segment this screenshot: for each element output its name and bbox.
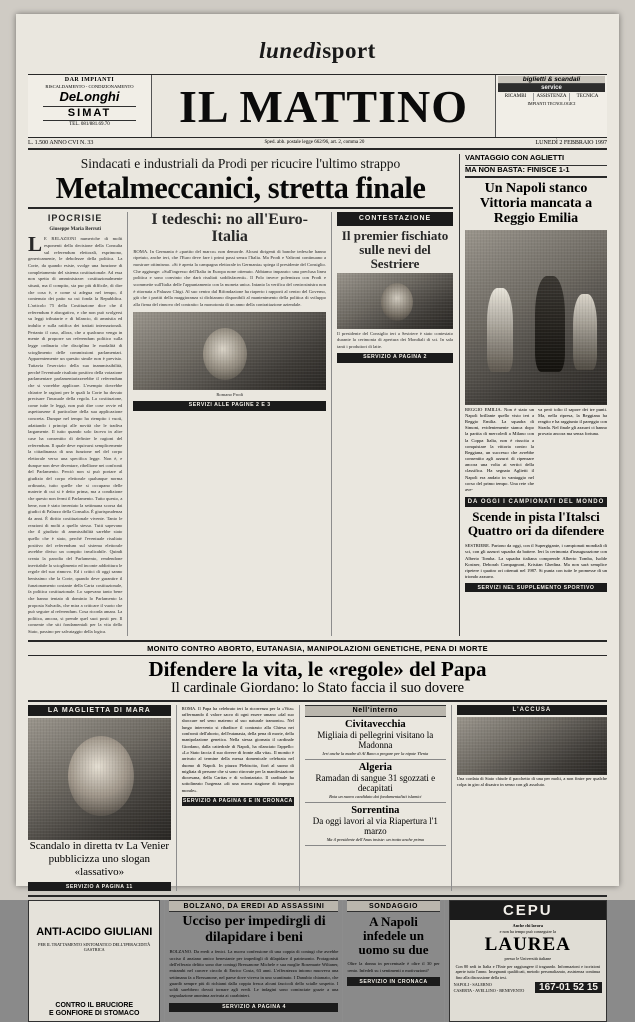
inner-service: Boia un nuovo candidato dai fondamentalisti islamici <box>329 793 422 799</box>
contestazione-label: CONTESTAZIONE <box>337 212 453 226</box>
kicker-lunedi-sport <box>16 14 619 64</box>
cepu-line2: e non ha tempo può conseguire la <box>499 928 556 934</box>
tedeschi-text: ROMA. In Germania è «partito del marco» non demorde. Alcuni dirigenti di banche tedesche hanno ripetuto, anche ieri, che l'Euro deve fare i primi passi senza l'Italia. Ma Prodi e Valtroni continuano a mostrare ottimismo. «Si è aperta la campagna elettorale in Germania» spiega il presidente del Consiglio. Che aggiunge: «Sull'ingresso dell'Italia in Europa none ottenuto. Abbiamo imparato: una preclusa linea politica e sono convinto che darà risultati soddisfacenti». Il Polo invece polemizza con Prodi e scommette sull'Italia delle l'appuntamento con la moneta unica. Intanto la verifica del centrosinistra non è ritornata a Palazzo Chigi. Al suo centro dal Rifondazione ha riaperto i rapporti al centro del Governo, già che i partiti della maggioranza si dichiarano disponibili al mantenimento della politica di sviluppo alla firma del rinnovo del contratto: la monotonia di un anno della contrattazione aziendale. <box>133 248 327 307</box>
italsci-service-line[interactable]: SERVIZI NEL SUPPLEMENTO SPORTIVO <box>465 583 607 592</box>
bottom-strip <box>28 895 607 1022</box>
column-byline: Giuseppe Maria Berruti <box>49 227 102 233</box>
mara-title[interactable]: Scandalo in diretta tv La Venier pubblicizza uno slogan «lassativo» <box>29 839 170 879</box>
sondaggio-block <box>343 900 444 1022</box>
sondaggio-bar: SONDAGGIO <box>347 900 439 912</box>
papa-headline[interactable]: Difendere la vita, le «regole» del Papa <box>148 656 487 681</box>
cepu-line3: presso le Università italiane <box>504 956 552 962</box>
mondiali-section-bar: DA OGGI I CAMPIONATI DEL MONDO <box>465 497 607 507</box>
ad-telephone: TEL. 081/881.69.70 <box>69 121 110 127</box>
napoli-caption-b: va però tolto il sapore dei tre punti. Ma, nella ripresa, la Reggiana ha reagito e ha raggiunto il pareggio con Strada. Nel finale gli azzurri ci hanno provato ancora ma senza fortuna. <box>538 406 608 437</box>
ad-giuliani-title: ANTI-ACIDO GIULIANI <box>36 926 153 939</box>
lower-section <box>28 705 607 892</box>
ad-giuliani-foot <box>29 1002 159 1017</box>
inner-title: Civitavecchia <box>345 718 406 730</box>
cepu-body: Con 80 sedi in Italia e l'Ente per raggiungere il traguardo. Informazioni e iscrizioni aperte tutto l'anno. Insegnanti qualificati, metodo personalizzato, assistenza continua fino alla discussione della tesi. <box>455 963 600 980</box>
italsci-text: SESTRIERE. Partono da oggi, con il Supergigante, i campionati mondiali di sci, con gli azzurri squadra da battere. Ieri la cerimonia d'inaugurazione con Alberto Tomba. La squadra italiana comprende Alberto Tomba, Isolde Kostner, Deborah Compagnoni, Kristian Ghedina. Ma non sarà semplice ripetere i quattro ori ottenuti nel 1987. Si punta con tutte le promesse di un triondo azzurro. <box>465 543 607 580</box>
column-contestazione <box>332 212 453 636</box>
prodi-photo <box>133 312 326 390</box>
cepu-laurea: LAUREA <box>484 934 571 956</box>
inner-title: Sorrentina <box>351 804 400 816</box>
cronaca-headline[interactable]: Ucciso per impedirgli di dilapidare i beni <box>182 914 326 946</box>
mara-block <box>28 705 177 892</box>
mara-photo <box>28 718 171 840</box>
kicker-italic: lunedì <box>259 38 323 63</box>
sport-column <box>459 154 607 636</box>
inner-item-civitavecchia[interactable] <box>305 717 446 760</box>
italsci-headline[interactable]: Scende in pista l'Italsci Quattro ori da difendere <box>467 509 605 539</box>
papa-body-text: ROMA. Il Papa ha celebrato ieri la ricorrenza per la «Vita» raffermando il valore sacro di ogni essere umano «dal suo sboccare nel seno materno al suo naturale tramonto». Nel lungo intervento si ribadisce il contrasto alla Chiesa nei confronti dell'aborto, dell'eutanasia, della pena di morte, della manipolazione genetica. Nella stessa giornata il cardinale Giordano, dalla cattedrale di Napoli, ha rilanciato l'appello: «Lo Stato faccia il suo dovere di fronte alla vita». Il monito è arrivato al termine della messa domenicale celebrata nel duomo di Napoli. In piazza Plebiscito, fiorì al suono di migliaia di persone che si sono ritrovate per la manifestazione diocesana, della Caritas e di volontariato. Il cardinale ha sottolineato l'urgenza «di una nuova stagione di impegno morale». <box>181 705 294 793</box>
ad-giuliani-foot2: E GONFIORE DI STOMACO <box>48 1009 140 1017</box>
inner-subtitle: Da oggi lavori al via Riapertura l'1 marzo <box>312 815 438 836</box>
tedeschi-headline[interactable]: I tedeschi: no all'Euro-Italia <box>151 211 308 245</box>
promo-service-logo: service <box>498 84 605 92</box>
cepu-phone[interactable]: 167-01 52 15 <box>535 982 602 993</box>
mara-bar: LA MAGLIETTA DI MARA <box>28 705 171 716</box>
promo-foot: IMPIANTI TECNOLOGICI <box>527 100 576 106</box>
papa-service-line[interactable]: SERVIZIO A PAGINA 6 E IN CRONACA <box>182 798 293 805</box>
inner-title: Algeria <box>358 761 392 773</box>
masthead <box>28 74 607 138</box>
napoli-match-photo <box>465 230 607 405</box>
ad-giuliani-sub: PER IL TRATTAMENTO SINTOMATICO DELL'IPERACIDITÀ GASTRICA <box>38 941 151 953</box>
sport-headline[interactable]: Un Napoli stanco Vittoria mancata a Reggio Emilia <box>479 181 593 227</box>
lead-story-area <box>28 154 453 636</box>
masthead-promo-right[interactable] <box>495 75 607 137</box>
mara-service-line[interactable]: SERVIZIO A PAGINA 11 <box>28 882 171 891</box>
promo-grid <box>498 93 605 101</box>
ad-brand-simat: SIMAT <box>43 106 136 121</box>
papa-text-block <box>177 705 300 892</box>
cronaca-service-line[interactable]: SERVIZIO A PAGINA 4 <box>169 1003 338 1012</box>
cronaca-text: BOLZANO. Da eredi a fenici. La nuova confessione di una coppia di coniugi che avrebbe ucciso il anziano amico benestante per impedirgli di dilapidare il patrimonio. Protagonisti dell'efferato delitto sono due coniugi Bressanone Michele e sua moglie Rosemarie Wiltaner, entrambi nel carcere circolo di Enrico Costa, 63 anni. L'efferatezza intorno muoveva una settimana fa a Bressanone, nel paese dove viveva in uno scantinato. I Danubio chiamato, che guardò sempre più di richiami dalla coppia fresca alcuni fascicoli dello scialle sospetto. I soldi sarebbero dovuti tornare agli eredi. Le indagini sono cominciate grazie a una segnalazione anonima arrivata ai carabinieri. <box>169 949 339 999</box>
column-label: IPOCRISIE <box>47 213 103 224</box>
napoli-caption-a: REGGIO EMILIA. Non è stato un Napoli brillante quello visto ieri a Reggio Emilia. La squadra di Simoni, evidentemente stanca dopo la partita di mercoledì a Milano con la Coppa Italia, non è riuscita a conquistare la vittoria contro la Reggiana, un successo che avrebbe consentito agli azzurri di ripensare ancora una volta ai vertici della classifica. Ha segnato Aglietti il Napoli era andato in vantaggio nel corso del primo tempo. Una rete che ave- <box>465 406 534 493</box>
sondaggio-headline[interactable]: A Napoli infedele un uomo su due <box>358 914 429 958</box>
ad-cepu-block[interactable] <box>445 900 607 1022</box>
cronaca-bar: BOLZANO, DA EREDI AD ASSASSINI <box>169 900 338 912</box>
papa-headline-area <box>28 656 607 702</box>
meta-date: LUNEDÌ 2 FEBBRAIO 1997 <box>535 140 607 146</box>
newspaper-sheet <box>16 14 619 1017</box>
papa-subhead: Il cardinale Giordano: lo Stato faccia il suo dovere <box>28 680 607 702</box>
lead-columns <box>28 212 453 636</box>
contestazione-text: Il presidente del Consiglio ieri a Sestriere è stato contestato durante la cerimonia di apertura dei Mondiali di sci. In sala tanti i produttori di latte. <box>337 331 453 349</box>
sport-overline-1: VANTAGGIO CON AGLIETTI <box>465 154 607 166</box>
masthead-ad-left[interactable] <box>28 75 152 137</box>
promo-cell-assistenza: ASSISTENZA <box>534 93 570 101</box>
contestazione-service-line[interactable]: SERVIZIO A PAGINA 2 <box>337 353 453 364</box>
ad-giuliani-block[interactable] <box>28 900 164 1022</box>
cepu-city1: NAPOLI - SALERNO <box>453 982 492 988</box>
inner-subtitle: Migliaia di pellegrini visitano la Madonna <box>317 729 434 750</box>
meta-postal: Sped. abb. postale legge 662/96, art. 2, comma 20 <box>264 140 365 145</box>
ad-brand-delonghi: DeLonghi <box>59 89 120 105</box>
sestriere-photo <box>337 273 453 329</box>
accusa-text: Una cordata di Stato chiude il pacchetto di una per molti, a non finire per qualche colpa in giro al disastro in senso con gli assoluto. <box>456 775 608 788</box>
ad-giuliani-foot1: CONTRO IL BRUCIORE <box>55 1002 134 1010</box>
papa-overline: MONITO CONTRO ABORTO, EUTANASIA, MANIPOLAZIONI GENETICHE, PENA DI MORTE <box>28 640 607 656</box>
kicker-bold: sport <box>322 38 376 63</box>
masthead-title-wrap <box>152 75 495 137</box>
nellinterno-block <box>300 705 452 892</box>
ad-line1: DAR IMPIANTI <box>64 77 115 83</box>
nellinterno-bar: Nell'interno <box>305 705 446 717</box>
prodi-photo-caption: Romano Prodi <box>216 391 244 397</box>
column-ipocrisie <box>28 212 128 636</box>
accusa-bar: L'ACCUSA <box>457 705 607 715</box>
ad-cepu[interactable] <box>449 900 607 1022</box>
cepu-city2: CASERTA - AVELLINO - BENEVENTO <box>453 987 525 993</box>
main-body <box>28 154 607 636</box>
promo-cell-ricambi: RICAMBI <box>498 93 534 101</box>
sport-overline-2: MA NON BASTA: FINISCE 1-1 <box>465 166 607 179</box>
column-text: LE RELAZIONI numeriche di molti esponenti della decisione della Consulta sul referendum elettorali, esprimono, genericamente, le debolezze della politica. La Corte, da quando esiste, svolge una funzione di completamento del sistema costituzionale. Ad essa non spetta di amministrare: costituzionalmente situati, ma il compito, sia pur più difficile, di dire che cosa è, e come si adegua nel tempo, il contenuto dei patto su cui fonda la Repubblica. L'articolo 75 della Costituzione dice che il referendum è abrogativo, e che non può svolgersi su leggi tributarie e di bilancio, di amnistia ed indulto e sulla ratifica dei trattati internazionali. Pertanto il caso, allora, che a qualcuno venga in mente di proporre un referendum politico sulla legge ordinaria che disciplina le modalità di scioglimento delle commissioni parlamentari. Apparentemente un quesito simile non è previsto. Tuttavia l'esercizio della sua inammissibilità, perché l'eventuale risultato positivo della votazione parlamentare parlamentarizzerebbe il referendum che si vorrebbe applicare. L'esempio dovrebbe chiarire le ragioni per le quali la Corte ha dovuto precisare l'inusuale della regola. La costituzione, come tutte le leggi, non può dire cose ovvie ed aspettarsene il particolare della sua applicazione concreta. Dunque nel tempo ha riempito i vuoti, adattando i principi alle novità che le tradiva largamente. Il tutto quando solo faceva in altre case ha consentito di definire le ragioni del referendum. Il quale deve equivarsi semplicemente la cittadinanza di una funzione nel del corpo elettorale verso una specifica legge. Non è, e dunque non deve diventare, ribellione nei confronti del Parlamento. Perciò non si può portare al giudizio del corpo elettorale qualunque norma ordinaria, tutto quelle che si occupano delle materie di cui si è detto prima, ma a condizione che questo non fermi il Parlamento. Tutto questo, a bene, non è stato inventato la settimana scorsa dai giudici di Palazzo della Consulta. È giurisprudenza da anni. È diritto costituzionale vivente. Tanto le reazioni di molti a quello stesso. Tutti sapevano che il giudizio di ammissibilità sarebbe stato quello che è stato, perché l'eventuale risultato positivo del referendum sul sistema elettorale avrebbe diviso un compito invalicabile. Quindi creata la parodia del Parlamento, rendendone inevitabile la scioglimento ed inconte addirittura le regole del suo rinnovo. Ed i critici di oggi sanno benissimo che la Corte, quando deve garantire il funzionamento costante della Carta costituzionale, fa politica costituzionale. Lo sapevano tanto bene che hanno tentato di dominio lo Parlamento la proposta Salvadis, che mira a criticare il vuoto che può seguire al referendum. Cosa ricorda amara. La politica, ancora, si prende quel suoi posti per. Il consente che siti fondamentali per la vita dello Stato, passino per salvataggio della logica. <box>28 232 123 635</box>
meta-price-issue: L. 1.500 ANNO CVI N. 33 <box>28 140 94 146</box>
sondaggio-text: Oltre la donna in percentuale è oltre il 30 per cento. Infedeli su i sentimenti o motivazioni? <box>347 961 440 973</box>
accusa-photo <box>457 717 607 775</box>
page-title: IL MATTINO <box>178 80 469 132</box>
ad-giuliani[interactable] <box>28 900 160 1022</box>
column-tedeschi <box>128 212 332 636</box>
masthead-meta <box>28 140 607 150</box>
inner-service: Ma il presidente dell'Anas insiste: un tratto anche prima <box>326 836 424 842</box>
tedeschi-service-line[interactable]: SERVIZI ALLE PAGINE 2 E 3 <box>133 401 326 412</box>
cepu-logo: CEPU <box>450 901 606 920</box>
promo-cell-tecnica: TECNICA <box>576 94 599 99</box>
promo-header: biglietti & scandali <box>498 76 605 84</box>
inner-service: Ieri anche la madre di Al Bano a pregare per la nipote Ylenia <box>322 750 429 756</box>
cepu-line1: Anche chi lavora <box>512 923 543 929</box>
inner-item-sorrentina[interactable] <box>305 803 446 846</box>
sondaggio-service-line[interactable]: SERVIZIO IN CRONACA <box>347 977 439 986</box>
lead-overline: Sindacati e industriali da Prodi per ricucire l'ultimo strappo <box>80 156 401 171</box>
lead-headline[interactable]: Metalmeccanici, stretta finale <box>28 173 453 209</box>
contestazione-headline[interactable]: Il premier fischiato sulle nevi del Sestriere <box>341 228 449 271</box>
accusa-block <box>452 705 607 892</box>
cronaca-block <box>164 900 343 1022</box>
inner-subtitle: Ramadan di sangue 31 sgozzati e decapitati <box>315 772 436 793</box>
ad-line2: RISCALDAMENTO - CONDIZIONAMENTO <box>45 83 134 89</box>
inner-item-algeria[interactable] <box>305 760 446 803</box>
